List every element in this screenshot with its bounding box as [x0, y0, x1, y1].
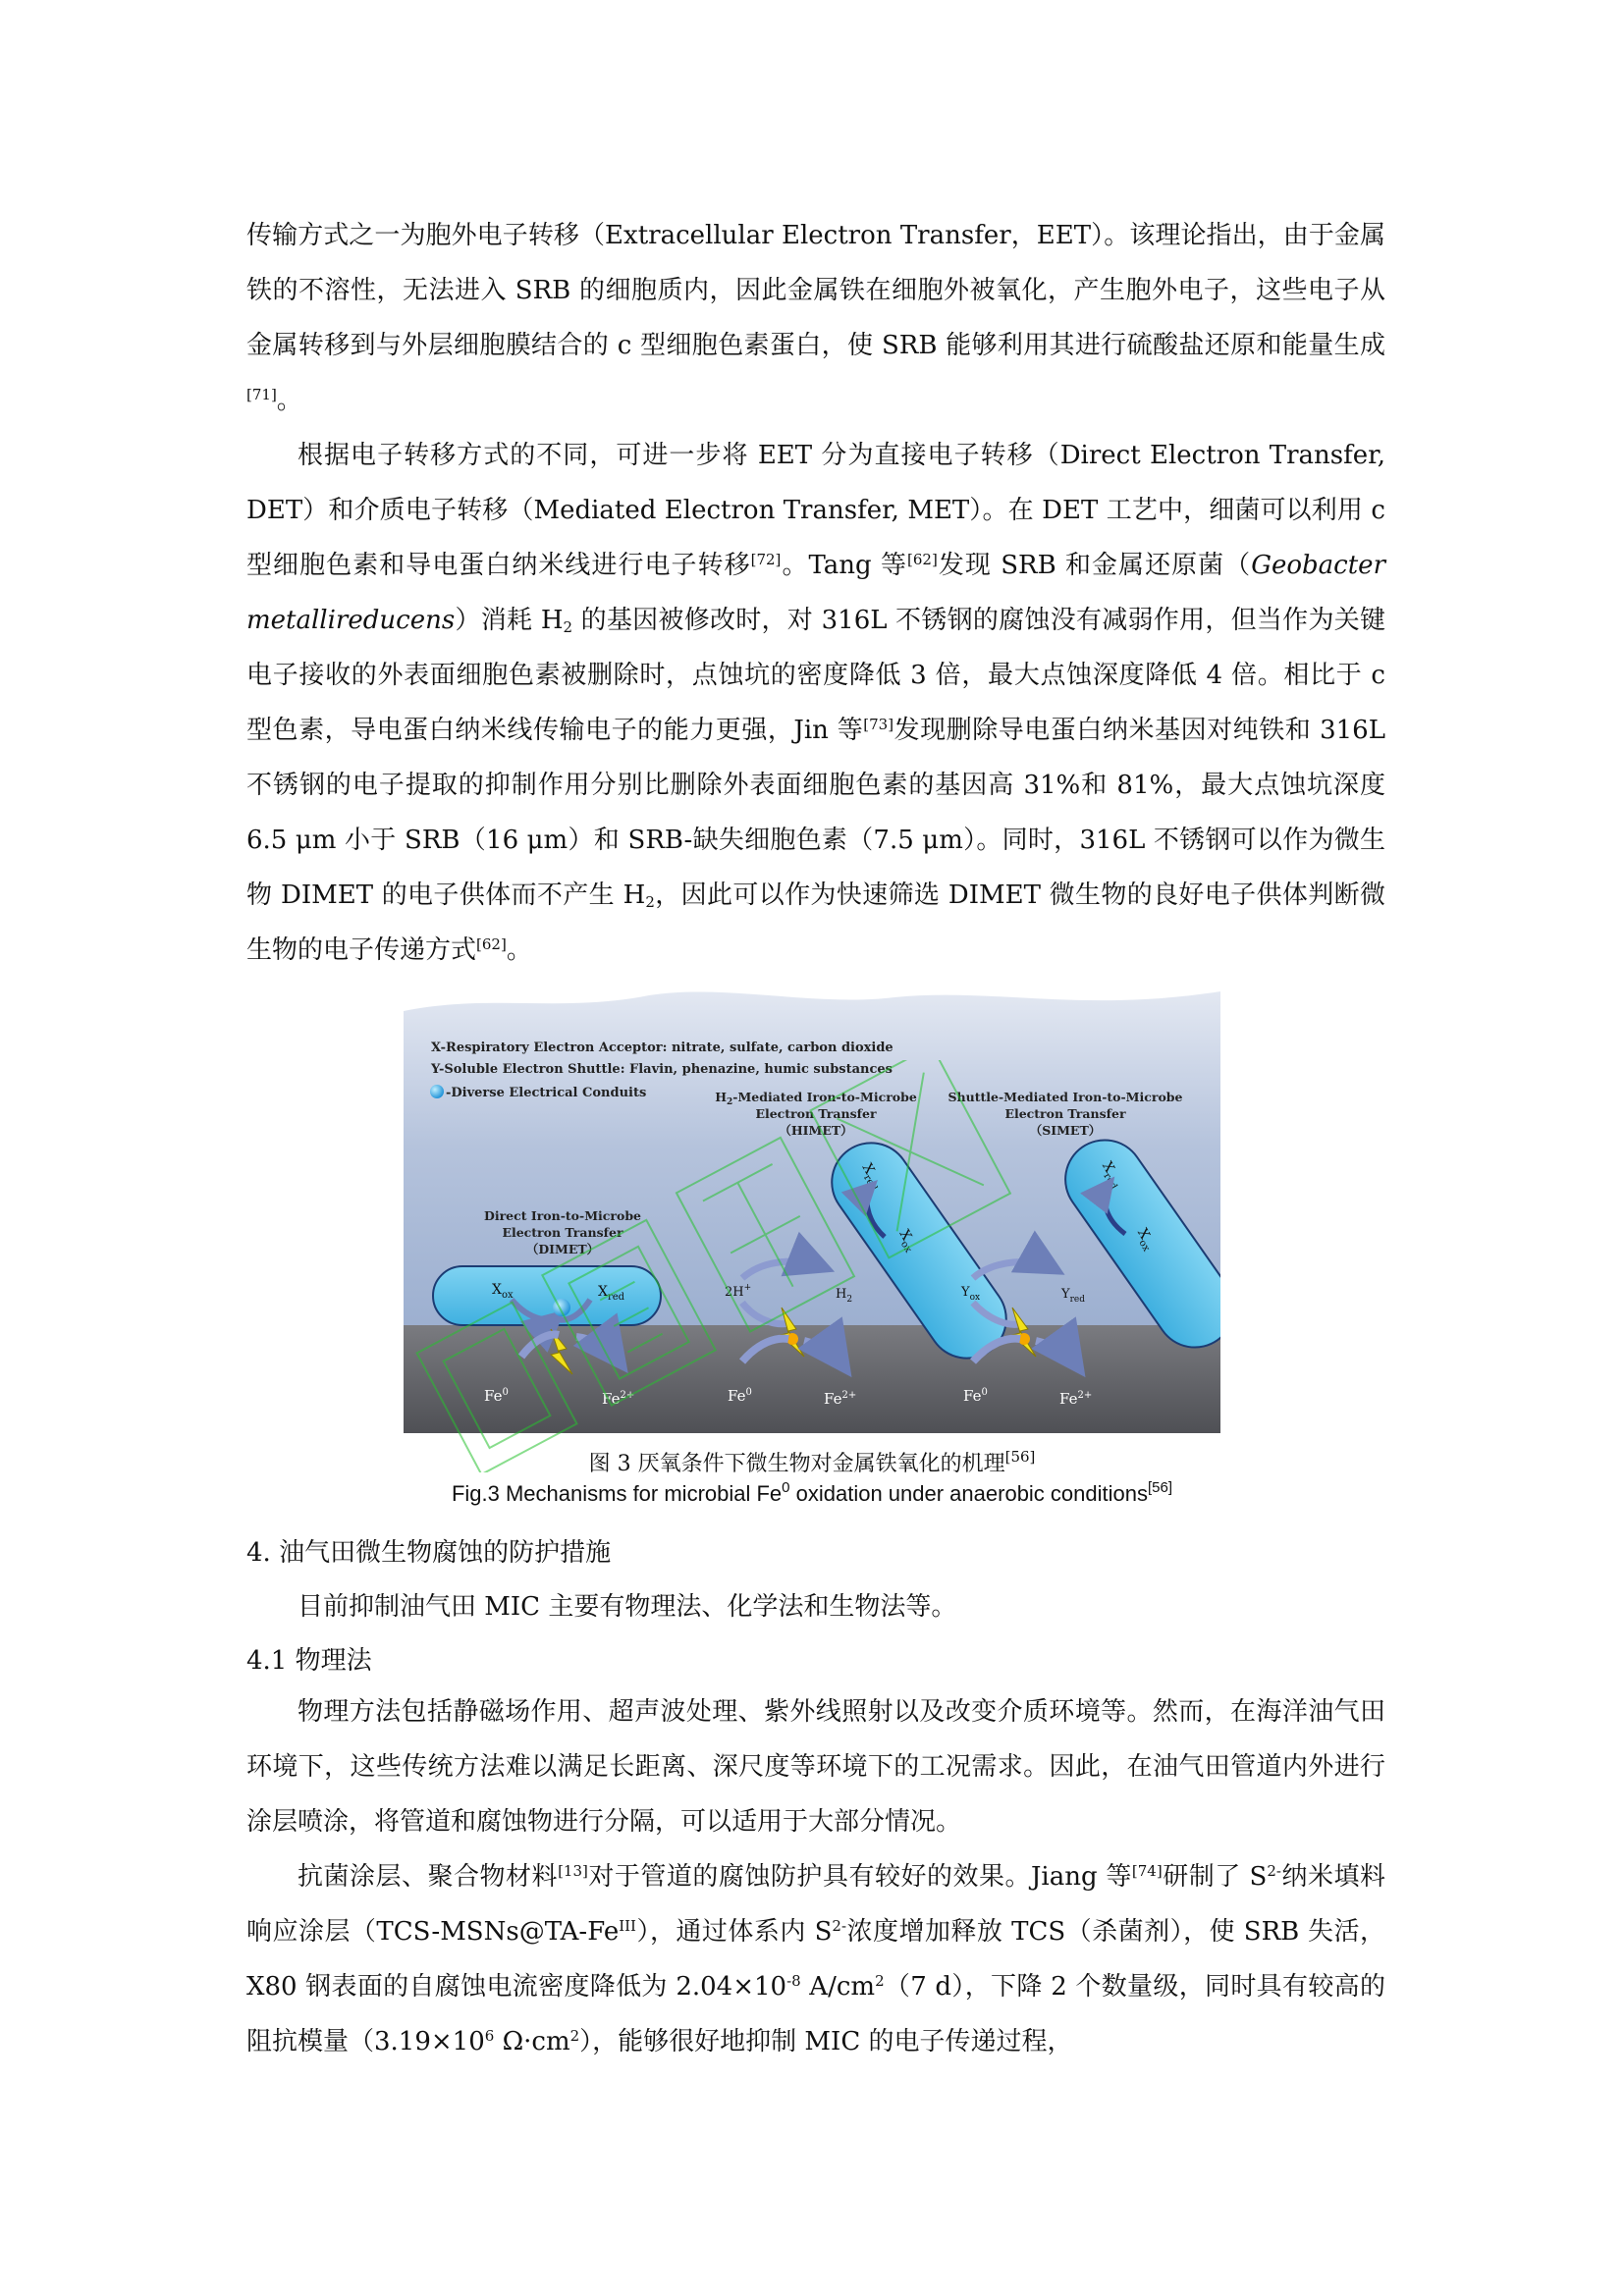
text-run: ），能够很好地抑制 MIC 的电子传递过程， [579, 2027, 1073, 2056]
section-heading-4: 4. 油气田微生物腐蚀的防护措施 [246, 1538, 612, 1568]
text-run: [71] [246, 386, 277, 403]
text-run: 。 [506, 935, 532, 965]
text-run: 纳米填料响应涂层（TCS-MSNs@TA-Fe [246, 1862, 1385, 1947]
himet-fe2: $Fe^{2+}$ [824, 1390, 857, 1408]
dimet-fe2: $Fe^{2+}$ [602, 1390, 635, 1408]
text-run: 的基因被修改时，对 316L 不锈钢的腐蚀没有减弱作用，但当作为关键电子接收的外表面细胞色素被删除时，点蚀坑的密度降低 3 倍，最大点蚀深度降低 4 倍。相比于 c 型色素，导电蛋白纳米线传输电子的能力更强，Jin 等 [246, 606, 1385, 745]
paragraph-det-met [246, 428, 1385, 978]
text-run: ，因此可以作为快速筛选 DIMET 微生物的良好电子供体判断微生物的电子传递方式 [246, 881, 1386, 965]
text-run: A/cm [800, 1972, 876, 2002]
dimet-fe0: Fe$^0$ [484, 1387, 509, 1405]
himet-title-1: $H_2$-Mediated Iron-to-Microbe [715, 1090, 917, 1107]
paragraph-methods-overview [246, 1582, 1385, 1631]
dimet-conduit [553, 1299, 570, 1316]
text-run: 发现 SRB 和金属还原菌（ [937, 551, 1252, 580]
simet-title-2: Electron Transfer [1004, 1106, 1126, 1121]
text-run: Geobacter metallireducens [246, 551, 1385, 635]
text-run: 目前抑制油气田 MIC 主要有物理法、化学法和生物法等。 [298, 1592, 957, 1622]
text-run: 2 [645, 893, 655, 911]
text-run: 2 [569, 2027, 580, 2045]
himet-2h: 2H+ [725, 1283, 752, 1300]
paragraph-coatings [246, 1849, 1385, 2069]
text-run: 浓度增加释放 TCS（杀菌剂），使 SRB 失活，X80 钢表面的自腐蚀电流密度降低为 2.04×10 [246, 1917, 1385, 2002]
text-run: III [619, 1917, 636, 1935]
dimet-title-2: Electron Transfer [502, 1225, 623, 1240]
himet-abbr: （HIMET） [779, 1123, 853, 1138]
text-run: 研制了 S [1162, 1862, 1268, 1892]
simet-y-ox: $Y_{ox}$ [961, 1285, 981, 1303]
text-run: [73] [863, 716, 894, 733]
text-run: 2- [1267, 1862, 1281, 1880]
text-run: 物理方法包括静磁场作用、超声波处理、紫外线照射以及改变介质环境等。然而，在海洋油气田环境下，这些传统方法难以满足长距离、深尺度等环境下的工况需求。因此，在油气田管道内外进行涂层喷涂，将管道和腐蚀物进行分隔，可以适用于大部分情况。 [246, 1697, 1385, 1837]
text-run: （7 d），下降 2 个数量级，同时具有较高的阻抗模量（3.19×10 [246, 1972, 1385, 2056]
simet-title-1: Shuttle-Mediated Iron-to-Microbe [947, 1090, 1183, 1104]
legend-conduit: -Diverse Electrical Conduits [446, 1086, 647, 1100]
himet-x-red: $X_{red}$ [858, 1160, 880, 1194]
simet-fe2: $Fe^{2+}$ [1059, 1390, 1093, 1408]
text-run: 根据电子转移方式的不同，可进一步将 EET 分为直接电子转移（Direct Electron Transfer, DET）和介质电子转移（Mediated Electron Transfer, MET）。在 DET 工艺中，细菌可以利用 c 型细胞色素和导电蛋白纳米线进行电子转移 [246, 441, 1385, 580]
simet-x-ox: $X_{ox}$ [1134, 1225, 1153, 1255]
dimet-title-1: Direct Iron-to-Microbe [483, 1208, 642, 1223]
legend-y: Y-Soluble Electron Shuttle: Flavin, phenazine, humic substances [431, 1062, 893, 1077]
text-run: 传输方式之一为胞外电子转移（Extracellular Electron Transfer，EET）。该理论指出，由于金属铁的不溶性，无法进入 SRB 的细胞质内，因此金属铁在细胞外被氧化，产生胞外电子，这些电子从金属转移到与外层细胞膜结合的 c 型细胞色素蛋白，使 SRB 能够利用其进行硫酸盐还原和能量生成 [246, 221, 1385, 360]
text-run: [74] [1131, 1862, 1163, 1880]
text-run: ），通过体系内 S [635, 1917, 833, 1947]
text-run: Ω·cm [494, 2027, 570, 2056]
text-run: 2 [875, 1972, 885, 1990]
text-run: 发现删除导电蛋白纳米基因对纯铁和 316L 不锈钢的电子提取的抑制作用分别比删除外表面细胞色素的基因高 31%和 81%，最大点蚀坑深度 6.5 μm 小于 SRB（16 μm）和 SRB-缺失细胞色素（7.5 μm）。同时，316L 不锈钢可以作为微生物 DIMET 的电子供体而不产生 H [246, 716, 1385, 910]
figure-caption-en: Fig.3 Mechanisms for microbial Fe$^0$ oxidation under anaerobic conditions[56] [451, 1479, 1173, 1506]
text-run: [62] [907, 551, 938, 568]
text-run: 抗菌涂层、聚合物材料 [298, 1862, 559, 1892]
figure-caption-cn: 图 3 厌氧条件下微生物对金属铁氧化的机理[56] [588, 1448, 1036, 1476]
text-run: -8 [786, 1972, 801, 1990]
text-run: [62] [476, 935, 507, 953]
simet-abbr: （SIMET） [1029, 1123, 1102, 1138]
text-run: ）消耗 H [455, 606, 564, 635]
figure-3-mechanisms [404, 984, 1220, 1433]
section-heading-4-1: 4.1 物理法 [246, 1646, 372, 1676]
text-run: [13] [558, 1862, 588, 1880]
text-run: 2- [832, 1917, 847, 1935]
simet-x-red: $X_{red}$ [1099, 1158, 1119, 1192]
simet-fe0: Fe$^0$ [963, 1387, 988, 1405]
dimet-abbr: （DIMET） [525, 1242, 600, 1256]
dimet-cell [433, 1266, 661, 1325]
himet-x-ox: $X_{ox}$ [895, 1226, 915, 1255]
himet-title-2: Electron Transfer [755, 1106, 877, 1121]
text-run: 。Tang 等 [781, 551, 908, 580]
text-run: 6 [484, 2027, 495, 2045]
dimet-x-red: $X_{red}$ [598, 1284, 625, 1303]
simet-y-red: $Y_{red}$ [1061, 1287, 1085, 1305]
conduit-icon [430, 1085, 444, 1098]
paragraph-physical-methods [246, 1684, 1385, 1849]
legend-x: X-Respiratory Electron Acceptor: nitrate, sulfate, carbon dioxide [431, 1041, 893, 1055]
paragraph-eet-intro [246, 208, 1385, 428]
text-run: 对于管道的腐蚀防护具有较好的效果。Jiang 等 [587, 1862, 1132, 1892]
text-run: 。 [276, 386, 302, 415]
text-run: [72] [750, 551, 782, 568]
text-run: 2 [563, 618, 573, 636]
himet-h2: $H_2$ [836, 1287, 853, 1305]
dimet-x-ox: $X_{ox}$ [492, 1282, 514, 1301]
figure-illustration [404, 984, 1220, 1433]
himet-fe0: Fe$^0$ [728, 1387, 752, 1405]
